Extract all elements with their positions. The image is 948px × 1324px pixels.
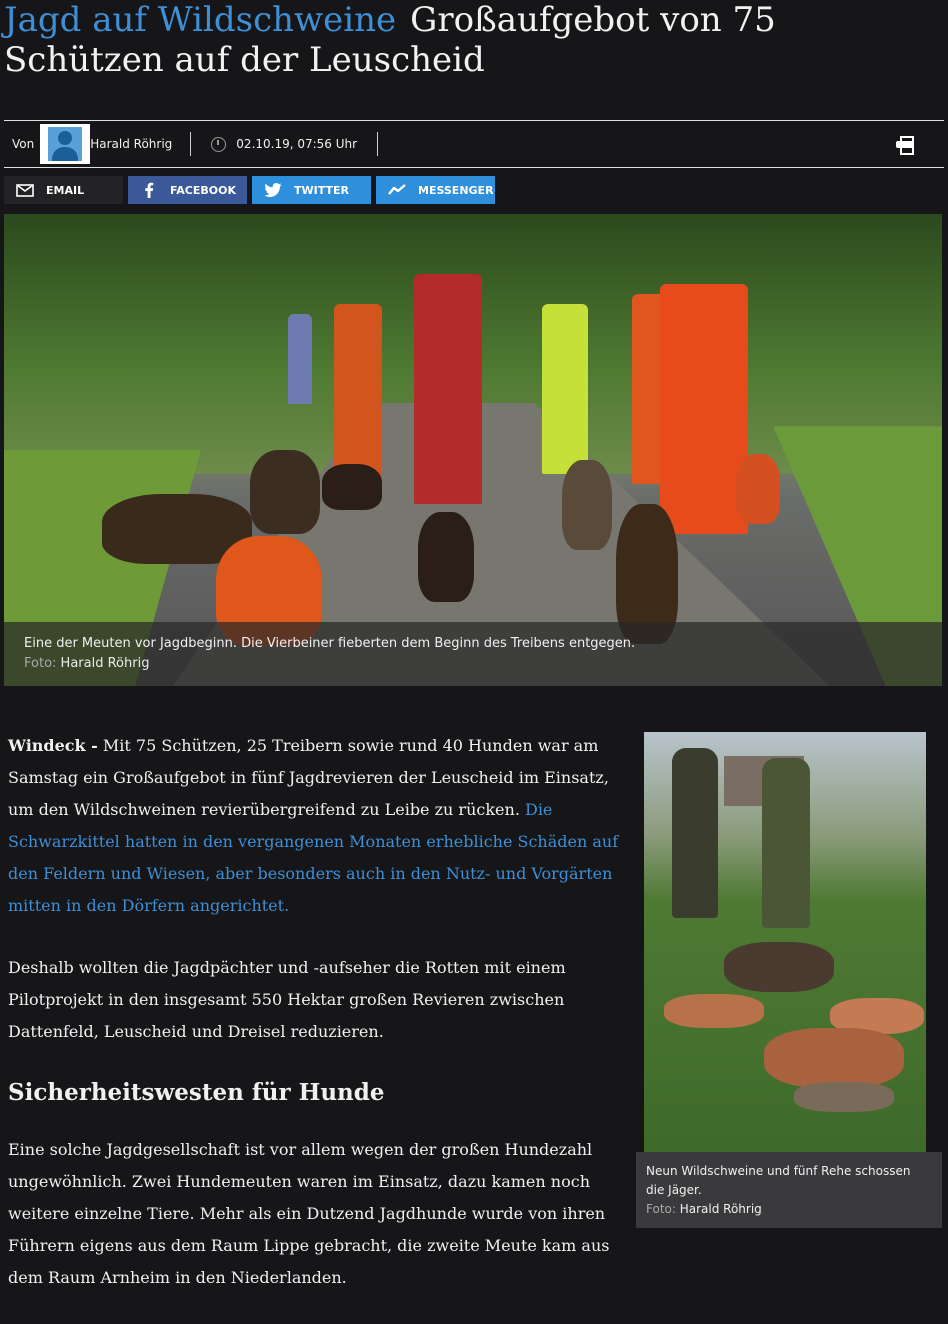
meta-divider: [190, 132, 191, 156]
hero-caption-text: Eine der Meuten vor Jagdbeginn. Die Vierbeiner fieberten dem Beginn des Treibens entgegen.: [24, 636, 636, 651]
article-subheading: Sicherheitswesten für Hunde: [8, 1079, 385, 1106]
article-body: [8, 730, 630, 1324]
side-figure: [636, 732, 942, 1228]
side-caption-text: Neun Wildschweine und fünf Rehe schossen die Jäger.: [646, 1164, 911, 1197]
article-meta-bar: [4, 120, 944, 168]
hero-credit-name: Harald Röhrig: [60, 656, 150, 671]
share-messenger-label: MESSENGER: [418, 183, 494, 197]
article-paragraph: [8, 730, 630, 922]
meta-divider: [377, 132, 378, 156]
share-facebook-label: FACEBOOK: [170, 183, 236, 197]
article-paragraph: Deshalb wollten die Jagdpächter und -aufseher die Rotten mit einem Pilotprojekt in den insgesamt 550 Hektar großen Revieren zwischen Dattenfeld, Leuscheid und Dreisel reduzieren.: [8, 958, 566, 1041]
share-twitter-button[interactable]: [252, 176, 371, 204]
side-credit: [646, 1200, 932, 1219]
share-twitter-label: TWITTER: [294, 183, 349, 197]
share-facebook-button[interactable]: [128, 176, 247, 204]
article-location: Windeck -: [8, 736, 98, 755]
side-caption: [636, 1152, 942, 1228]
side-credit-label: Foto:: [646, 1202, 676, 1216]
hero-credit: [24, 654, 922, 674]
headline-kicker: Jagd auf Wildschweine: [4, 0, 397, 40]
paragraph-link[interactable]: Die Schwarzkittel hatten in den vergangenen Monaten erhebliche Schäden auf den Feldern und Wiesen, aber besonders auch in den Nutz- und Vorgärten mitten in den Dörfern angerichtet.: [8, 800, 619, 915]
facebook-icon: [138, 182, 160, 198]
share-email-label: EMAIL: [46, 183, 85, 197]
clock-icon: [211, 137, 226, 152]
side-credit-name: Harald Röhrig: [679, 1202, 762, 1216]
article-paragraph: Eine solche Jagdgesellschaft ist vor allem wegen der großen Hundezahl ungewöhnlich. Zwei Hundemeuten waren im Einsatz, dazu kamen noch weitere einzelne Tiere. Mehr als ein Dutzend Jagdhunde wurde von ihren Führern eigens aus dem Raum Lippe gebracht, die zweite Meute kam aus dem Raum Arnheim in den Niederlanden.: [8, 1140, 610, 1287]
publish-date: 02.10.19, 07:56 Uhr: [236, 137, 358, 151]
messenger-icon: [386, 184, 408, 196]
headline-title: Großaufgebot von 75 Schützen auf der Leuscheid: [4, 0, 776, 80]
by-label: Von: [12, 137, 35, 151]
share-email-button[interactable]: [4, 176, 123, 204]
author-avatar[interactable]: [40, 124, 90, 164]
article-headline: [4, 0, 944, 80]
paragraph-text: Mit 75 Schützen, 25 Treibern sowie rund 40 Hunden war am Samstag ein Großaufgebot in fünf Jagdrevieren der Leuscheid im Einsatz, um den Wildschweinen revierübergreifend zu Leibe zu rücken.: [8, 736, 609, 819]
hero-photo[interactable]: [4, 214, 942, 686]
twitter-icon: [262, 183, 284, 197]
email-icon: [14, 184, 36, 197]
share-messenger-button[interactable]: [376, 176, 495, 204]
hero-credit-label: Foto:: [24, 656, 57, 671]
side-photo[interactable]: [644, 732, 926, 1152]
hero-caption: [4, 622, 942, 686]
print-icon[interactable]: [896, 136, 914, 152]
share-bar: [4, 176, 495, 204]
author-name[interactable]: Harald Röhrig: [90, 137, 173, 151]
user-avatar-icon: [48, 127, 82, 161]
